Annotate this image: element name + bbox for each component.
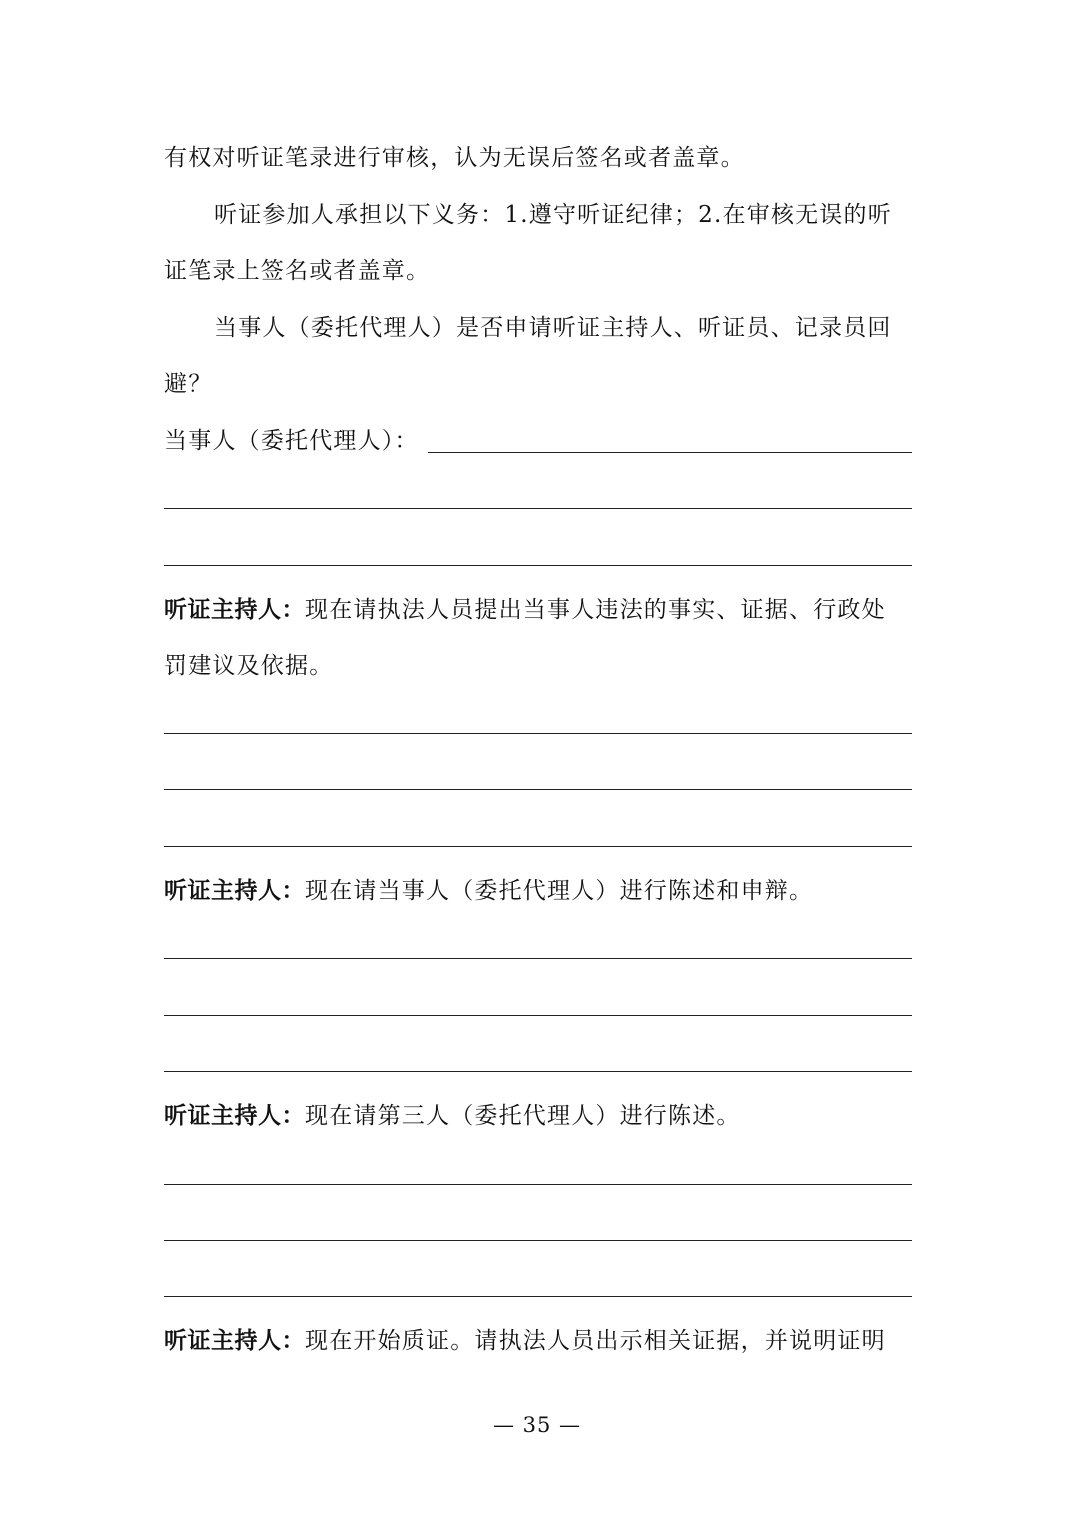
answer-line[interactable] [164, 958, 912, 959]
host-statement-evidence [164, 1326, 912, 1356]
answer-line[interactable] [164, 846, 912, 847]
answer-line[interactable] [164, 1296, 912, 1297]
answer-line[interactable] [164, 565, 912, 566]
party-answer-label: 当事人（委托代理人）： [164, 428, 419, 454]
host-statement-facts-cont: 罚建议及依据。 [164, 653, 334, 679]
answer-line[interactable] [164, 733, 912, 734]
paragraph-obligations: 听证参加人承担以下义务：1.遵守听证纪律；2.在审核无误的听 [214, 202, 892, 228]
statement-text: 现在请执法人员提出当事人违法的事实、证据、行政处 [305, 597, 886, 623]
answer-line[interactable] [164, 1184, 912, 1185]
host-statement-facts [164, 595, 912, 625]
answer-line[interactable] [164, 789, 912, 790]
speaker-label: 听证主持人： [164, 1103, 305, 1129]
speaker-label: 听证主持人： [164, 1328, 305, 1354]
speaker-label: 听证主持人： [164, 878, 305, 904]
statement-text: 现在开始质证。请执法人员出示相关证据，并说明证明 [305, 1328, 886, 1354]
paragraph-recusal-question: 当事人（委托代理人）是否申请听证主持人、听证员、记录员回 [214, 315, 892, 341]
party-answer-field[interactable] [428, 452, 912, 453]
speaker-label: 听证主持人： [164, 597, 305, 623]
statement-text: 现在请当事人（委托代理人）进行陈述和申辩。 [305, 878, 814, 904]
page-number: — 35 — [492, 1413, 582, 1437]
answer-line[interactable] [164, 1071, 912, 1072]
paragraph-review-right: 有权对听证笔录进行审核，认为无误后签名或者盖章。 [164, 145, 745, 171]
answer-line[interactable] [164, 1015, 912, 1016]
statement-text: 现在请第三人（委托代理人）进行陈述。 [305, 1103, 741, 1129]
answer-line[interactable] [164, 1240, 912, 1241]
answer-line[interactable] [164, 508, 912, 509]
host-statement-third-party [164, 1101, 912, 1131]
paragraph-recusal-question-cont: 避？ [164, 371, 213, 397]
paragraph-obligations-cont: 证笔录上签名或者盖章。 [164, 258, 431, 284]
host-statement-defense [164, 876, 912, 906]
